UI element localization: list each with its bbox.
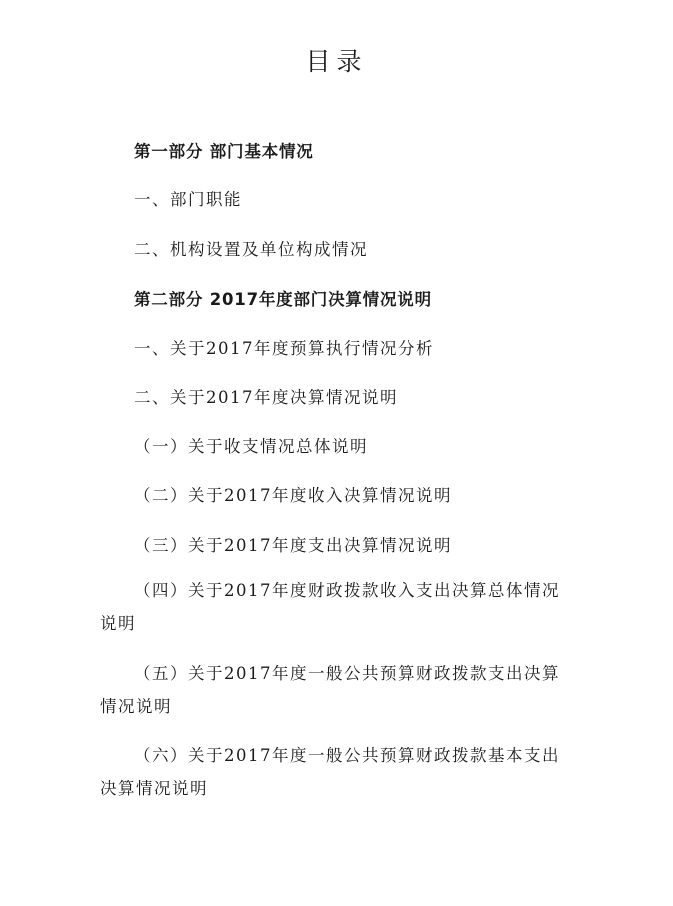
part1-heading: 第一部分 部门基本情况 [134,142,314,161]
part2-subitem-4: （四）关于2017年度财政拨款收入支出决算总体情况说明 [100,581,560,633]
part1-item-1: 一、部门职能 [134,190,242,209]
part2-subitem-6: （六）关于2017年度一般公共预算财政拨款基本支出决算情况说明 [100,746,560,798]
part1-item-2: 二、机构设置及单位构成情况 [134,240,368,259]
part2-subitem-5: （五）关于2017年度一般公共预算财政拨款支出决算情况说明 [100,664,560,716]
part2-item-2: 二、关于2017年度决算情况说明 [134,388,398,407]
page-title: 目录 [305,47,368,76]
part2-subitem-2: （二）关于2017年度收入决算情况说明 [134,486,452,505]
part2-item-1: 一、关于2017年度预算执行情况分析 [134,339,434,358]
part2-subitem-1: （一）关于收支情况总体说明 [134,437,368,456]
part2-heading: 第二部分 2017年度部门决算情况说明 [134,290,432,309]
part2-subitem-3: （三）关于2017年度支出决算情况说明 [134,536,452,555]
